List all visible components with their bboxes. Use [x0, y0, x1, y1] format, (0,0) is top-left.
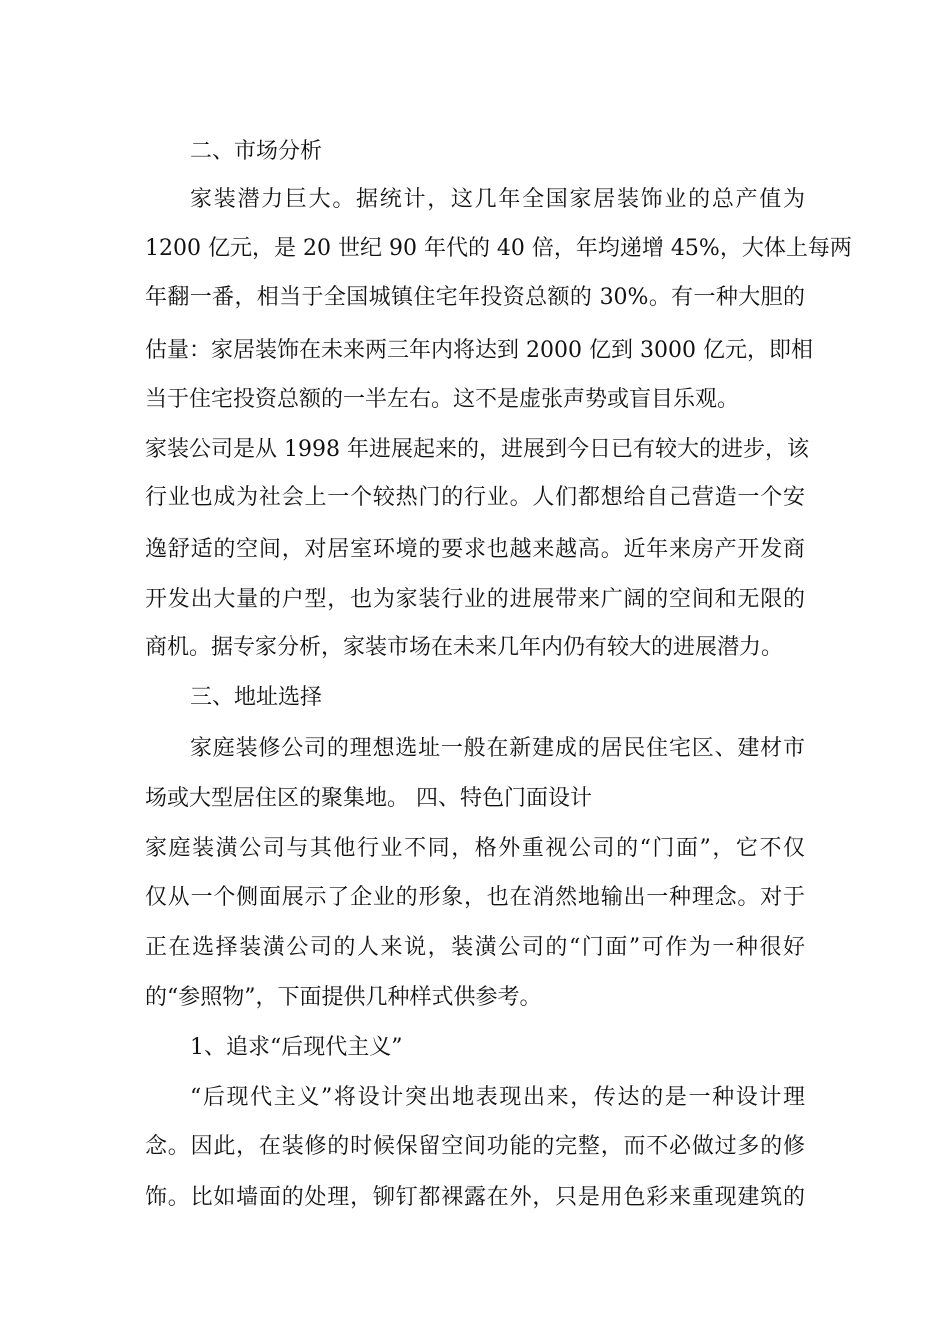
paragraph-line: 的“参照物”，下面提供几种样式供参考。	[145, 985, 542, 1010]
paragraph-line: “后现代主义”将设计突出地表现出来，传达的是一种设计理	[190, 1085, 805, 1110]
paragraph-line: 1200 亿元，是 20 世纪 90 年代的 40 倍，年均递增 45%，大体上每两	[145, 236, 852, 261]
paragraph-line: 家庭装修公司的理想选址一般在新建成的居民住宅区、建材市	[190, 736, 805, 761]
paragraph-line: 当于住宅投资总额的一半左右。这不是虚张声势或盲目乐观。	[145, 387, 740, 412]
paragraph-line: 家装公司是从 1998 年进展起来的，进展到今日已有较大的进步，该	[145, 437, 809, 462]
paragraph-line: 行业也成为社会上一个较热门的行业。人们都想给自己营造一个安	[145, 485, 805, 510]
paragraph-line: 逸舒适的空间，对居室环境的要求也越来越高。近年来房产开发商	[145, 537, 805, 562]
paragraph-line: 商机。据专家分析，家装市场在未来几年内仍有较大的进展潜力。	[145, 635, 784, 660]
paragraph-line: 年翻一番，相当于全国城镇住宅年投资总额的 30%。有一种大胆的	[145, 285, 805, 310]
heading-site-selection: 三、地址选择	[190, 685, 323, 710]
paragraph-line: 家庭装潢公司与其他行业不同，格外重视公司的“门面”，它不仅	[145, 836, 805, 861]
heading-postmodernism: 1、追求“后现代主义”	[190, 1035, 403, 1060]
paragraph-line: 仅从一个侧面展示了企业的形象，也在消然地输出一种理念。对于	[145, 885, 805, 910]
paragraph-line: 估量：家居装饰在未来两三年内将达到 2000 亿到 3000 亿元，即相	[145, 338, 813, 363]
paragraph-line: 正在选择装潢公司的人来说，装潢公司的“门面”可作为一种很好	[145, 935, 805, 960]
paragraph-line: 家装潜力巨大。据统计，这几年全国家居装饰业的总产值为	[190, 187, 805, 212]
paragraph-line: 开发出大量的户型，也为家装行业的进展带来广阔的空间和无限的	[145, 587, 805, 612]
paragraph-line: 场或大型居住区的聚集地。 四、特色门面设计	[145, 786, 592, 811]
paragraph-line: 念。因此，在装修的时候保留空间功能的完整，而不必做过多的修	[145, 1134, 805, 1159]
paragraph-line: 饰。比如墙面的处理，铆钉都裸露在外，只是用色彩来重现建筑的	[145, 1185, 805, 1210]
heading-market-analysis: 二、市场分析	[190, 139, 323, 164]
